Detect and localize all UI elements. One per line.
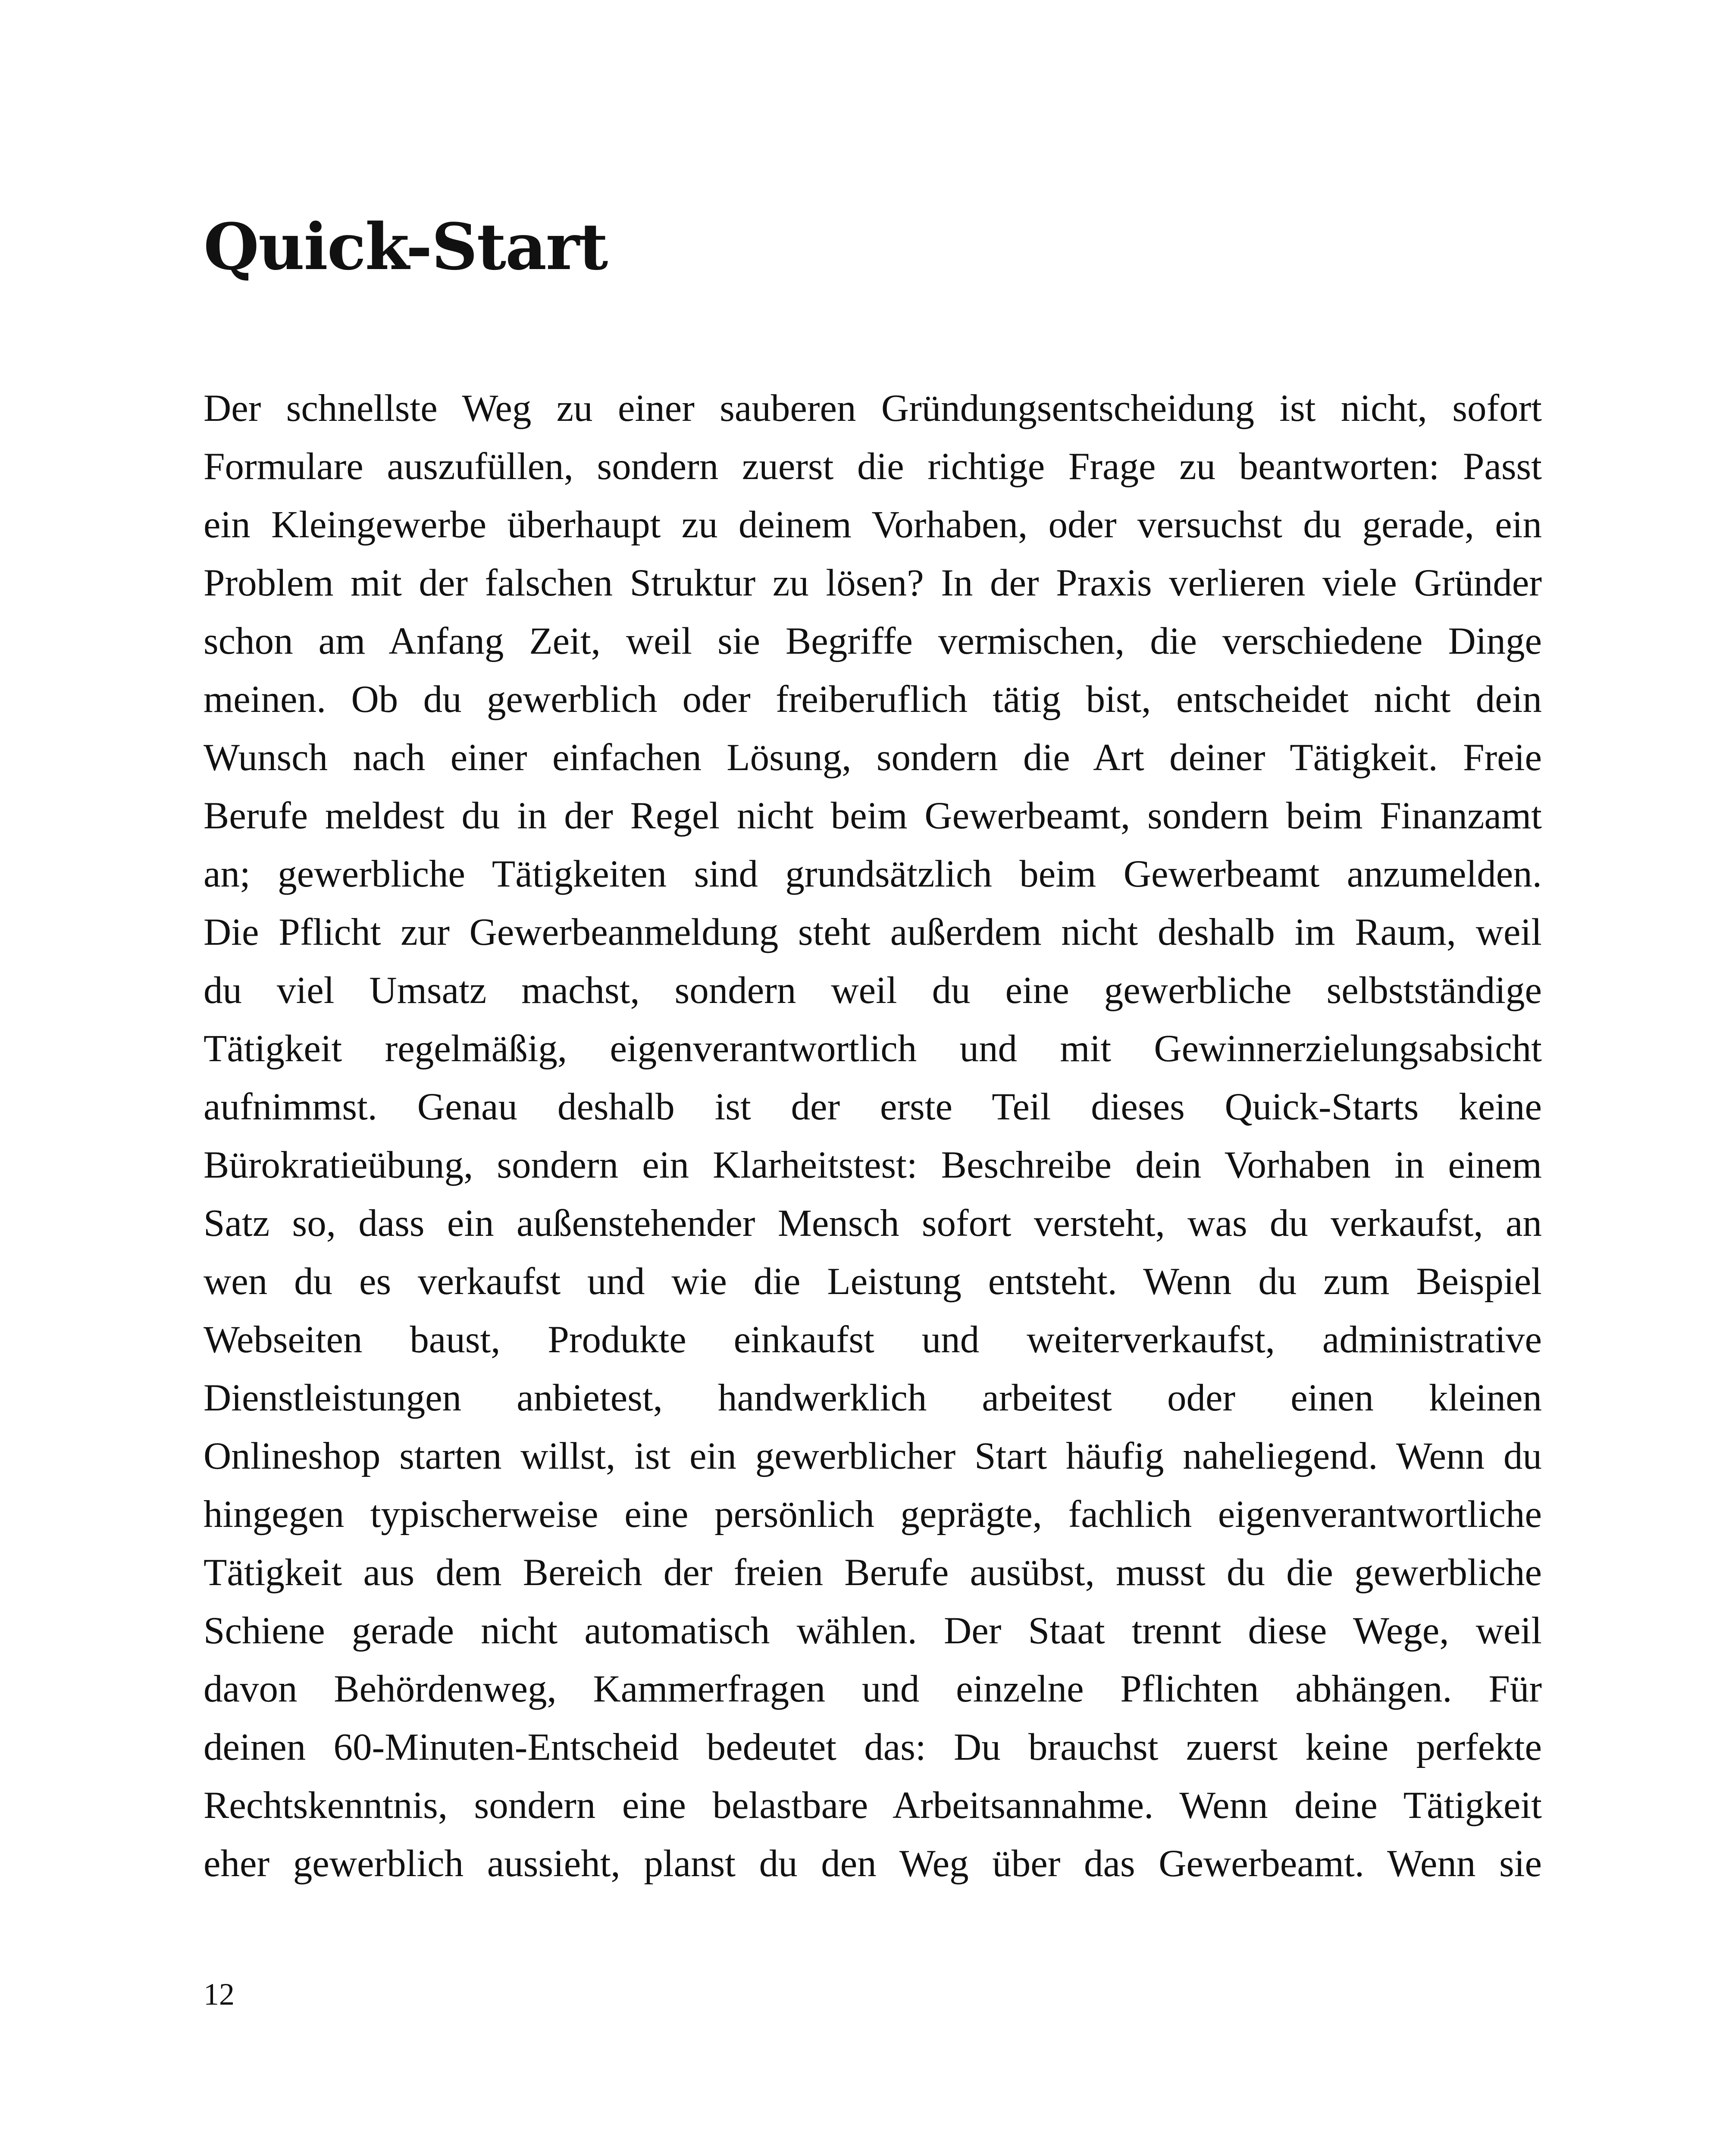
text-line: Tätigkeit aus dem Bereich der freien Berufe ausübst, musst du die gewerbliche bbox=[204, 1551, 1542, 1594]
page-title: Quick-Start bbox=[204, 209, 608, 284]
text-line: Satz so, dass ein außenstehender Mensch sofort versteht, was du verkaufst, an bbox=[204, 1202, 1542, 1244]
text-line: Webseiten baust, Produkte einkaufst und weiterverkaufst, administrative bbox=[204, 1319, 1542, 1361]
text-line: meinen. Ob du gewerblich oder freiberuflich tätig bist, entscheidet nicht dein bbox=[204, 678, 1542, 721]
text-line: wen du es verkaufst und wie die Leistung entsteht. Wenn du zum Beispiel bbox=[204, 1260, 1542, 1303]
text-line: hingegen typischerweise eine persönlich geprägte, fachlich eigenverantwortliche bbox=[204, 1493, 1542, 1536]
text-line: davon Behördenweg, Kammerfragen und einzelne Pflichten abhängen. Für bbox=[204, 1668, 1542, 1710]
text-line: eher gewerblich aussieht, planst du den Weg über das Gewerbeamt. Wenn sie bbox=[204, 1843, 1542, 1885]
text-line: ein Kleingewerbe überhaupt zu deinem Vorhaben, oder versuchst du gerade, ein bbox=[204, 504, 1542, 546]
text-line: du viel Umsatz machst, sondern weil du eine gewerbliche selbstständige bbox=[204, 969, 1542, 1012]
text-line: Der schnellste Weg zu einer sauberen Gründungsentscheidung ist nicht, sofort bbox=[204, 387, 1542, 429]
text-line: an; gewerbliche Tätigkeiten sind grundsätzlich beim Gewerbeamt anzumelden. bbox=[204, 853, 1542, 895]
text-line: Die Pflicht zur Gewerbeanmeldung steht außerdem nicht deshalb im Raum, weil bbox=[204, 911, 1542, 953]
text-line: deinen 60-Minuten-Entscheid bedeutet das: Du brauchst zuerst keine perfekte bbox=[204, 1726, 1542, 1768]
text-line: Tätigkeit regelmäßig, eigenverantwortlich und mit Gewinnerzielungsabsicht bbox=[204, 1028, 1542, 1070]
text-line: Formulare auszufüllen, sondern zuerst die richtige Frage zu beantworten: Passt bbox=[204, 445, 1542, 488]
text-line: Berufe meldest du in der Regel nicht beim Gewerbeamt, sondern beim Finanzamt bbox=[204, 795, 1542, 837]
text-line: Schiene gerade nicht automatisch wählen. Der Staat trennt diese Wege, weil bbox=[204, 1610, 1542, 1652]
text-line: Onlineshop starten willst, ist ein gewerblicher Start häufig naheliegend. Wenn du bbox=[204, 1435, 1542, 1477]
text-line: schon am Anfang Zeit, weil sie Begriffe vermischen, die verschiedene Dinge bbox=[204, 620, 1542, 662]
text-line: Wunsch nach einer einfachen Lösung, sondern die Art deiner Tätigkeit. Freie bbox=[204, 736, 1542, 779]
text-line: aufnimmst. Genau deshalb ist der erste Teil dieses Quick-Starts keine bbox=[204, 1086, 1542, 1128]
text-line: Bürokratieübung, sondern ein Klarheitstest: Beschreibe dein Vorhaben in einem bbox=[204, 1144, 1542, 1186]
text-line: Dienstleistungen anbietest, handwerklich arbeitest oder einen kleinen bbox=[204, 1377, 1542, 1419]
page-number: 12 bbox=[204, 1977, 235, 2012]
text-line: Rechtskenntnis, sondern eine belastbare Arbeitsannahme. Wenn deine Tätigkeit bbox=[204, 1784, 1542, 1827]
body-text bbox=[204, 379, 1542, 1893]
text-line: Problem mit der falschen Struktur zu lösen? In der Praxis verlieren viele Gründer bbox=[204, 562, 1542, 604]
